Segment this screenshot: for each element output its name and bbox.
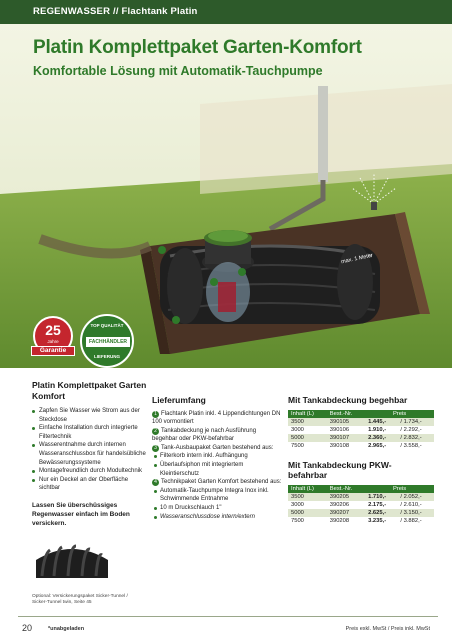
table-row: [288, 501, 434, 509]
item-number: 4: [152, 479, 159, 486]
table1-heading: Mit Tankabdeckung begehbar: [288, 395, 408, 405]
cell-order-no: 390208: [329, 517, 350, 524]
feature-item: Einfache Installation durch integrierte Filtertechnik: [32, 424, 147, 441]
table-row: [288, 517, 434, 525]
cell-order-no: 390207: [327, 509, 365, 517]
cell-volume: 7500: [291, 442, 304, 449]
breadcrumb: REGENWASSER // Flachtank Platin: [33, 6, 198, 17]
footer-divider: [18, 616, 438, 617]
col-header: Inhalt (L): [288, 410, 327, 418]
table-row: [288, 434, 434, 442]
cell-price-net: 1.710,-: [365, 493, 397, 501]
delivery-scope-heading: Lieferumfang: [152, 395, 206, 405]
delivery-item: [152, 444, 282, 453]
item-number: 1: [152, 411, 159, 418]
feature-item: Montagefreundlich durch Modultechnik: [32, 467, 147, 476]
table-row: [288, 509, 434, 517]
table-header-row: [288, 410, 434, 418]
guarantee-years: 25: [45, 322, 61, 338]
item-text: Tank-Ausbaupaket Garten bestehend aus:: [161, 444, 274, 451]
cell-price-net: 2.175,-: [368, 501, 387, 508]
cell-price-net: 2.965,-: [368, 442, 387, 449]
page-title: Platin Komplettpaket Garten-Komfort: [33, 37, 362, 58]
feature-item: Zapfen Sie Wasser wie Strom aus der Steckdose: [32, 407, 147, 424]
delivery-sublist: [152, 487, 282, 521]
guarantee-label: Garantie: [31, 346, 75, 356]
delivery-sublist: [152, 452, 282, 478]
table-row: [288, 442, 434, 450]
guarantee-years-unit: Jahre: [47, 339, 59, 344]
footer-price-note: Preis exkl. MwSt / Preis inkl. MwSt: [345, 626, 430, 632]
features-list: [32, 407, 147, 493]
depth-label: max. 1 Meter: [340, 252, 374, 266]
item-text: Flachtank Platin inkl. 4 Lippendichtungen DN 100 vormontiert: [152, 410, 281, 426]
table-row: [288, 426, 434, 434]
seal-top-text: TOP QUALITÄT: [90, 323, 124, 328]
cell-price-gross: / 3.558,-: [400, 442, 422, 449]
sub-item: Filterkorb intern inkl. Aufhängung: [152, 452, 282, 461]
feature-item: Wasserentnahme durch internen Wasseranschlussbox für handelsübliche Bewässerungssysteme: [32, 441, 147, 467]
sub-item: Wasseranschlussdose intern/extern: [152, 513, 282, 522]
cell-price-gross: / 3.882,-: [400, 517, 422, 524]
item-number: 3: [152, 445, 159, 452]
table2-heading: Mit Tankabdeckung PKW-befahrbar: [288, 459, 392, 480]
page-subtitle: Komfortable Lösung mit Automatik-Tauchpumpe: [33, 64, 323, 78]
optional-caption: Optional: Versickerungspaket Sicker-Tunnel / Sicker-Tunnel twin, Seite 45: [32, 594, 128, 605]
cell-volume: 3000: [291, 501, 304, 508]
cell-volume: 7500: [291, 517, 304, 524]
sub-item: 10 m Druckschlauch 1": [152, 504, 282, 513]
cell-price-gross: / 2.610,-: [400, 501, 422, 508]
infiltration-tunnel-image: [32, 542, 112, 582]
table-row: [288, 493, 434, 501]
cell-price-gross: / 3.150,-: [397, 509, 434, 517]
cell-price-net: 2.360,-: [365, 434, 397, 442]
item-number: 2: [152, 428, 159, 435]
quality-seal: [80, 314, 134, 368]
cell-price-gross: / 2.292,-: [400, 426, 422, 433]
cell-price-net: 2.625,-: [365, 509, 397, 517]
cell-volume: 5000: [288, 509, 327, 517]
price-tables-column: [288, 395, 438, 525]
section-header-bar: [0, 0, 452, 24]
item-text: Technikpaket Garten Komfort bestehend aus:: [161, 479, 282, 486]
cell-price-gross: / 2.052,-: [397, 493, 434, 501]
table-row: [288, 418, 434, 426]
delivery-item: [152, 478, 282, 487]
cell-volume: 3500: [288, 418, 327, 426]
cell-order-no: 390105: [327, 418, 365, 426]
cell-volume: 5000: [288, 434, 327, 442]
footer-note: *unabgeladen: [48, 626, 85, 632]
sub-item: Überlaufsiphon mit integriertem Kleintierschutz: [152, 461, 282, 478]
page-number: 20: [22, 623, 33, 633]
guarantee-badge: [33, 316, 73, 356]
delivery-item: [152, 410, 282, 427]
cell-price-net: 1.910,-: [368, 426, 387, 433]
cell-price-gross: / 1.734,-: [397, 418, 434, 426]
infiltration-note: Lassen Sie überschüssiges Regenwasser einfach im Boden versickern.: [32, 501, 130, 527]
cell-volume: 3500: [288, 493, 327, 501]
feature-item: Nur ein Deckel an der Oberfläche sichtbar: [32, 476, 147, 493]
table-header-row: [288, 485, 434, 493]
item-text: Tankabdeckung je nach Ausführung begehbar oder PKW-befahrbar: [152, 427, 257, 443]
col-header: Preis: [365, 485, 434, 493]
cell-order-no: 390107: [327, 434, 365, 442]
col-header: Best.-Nr.: [327, 485, 365, 493]
cell-price-net: 1.445,-: [365, 418, 397, 426]
cell-price-gross: / 2.832,-: [397, 434, 434, 442]
cell-order-no: 390108: [329, 442, 350, 449]
delivery-scope-column: [152, 395, 282, 521]
sub-item: Automatik-Tauchpumpe Integra Inox inkl. Schwimmende Entnahme: [152, 487, 282, 504]
seal-bottom-text: LIEFERUNG: [93, 354, 120, 359]
cell-price-net: 3.235,-: [368, 517, 387, 524]
price-table-drivable: [288, 485, 434, 525]
features-heading: Platin Komplettpaket Garten Komfort: [32, 380, 147, 401]
col-header: Best.-Nr.: [327, 410, 365, 418]
features-column: [32, 380, 147, 528]
seal-middle-text: FACHHÄNDLER: [86, 337, 130, 347]
cell-order-no: 390205: [327, 493, 365, 501]
col-header: Preis: [365, 410, 434, 418]
delivery-item: [152, 427, 282, 444]
cell-order-no: 390106: [329, 426, 350, 433]
cell-volume: 3000: [291, 426, 304, 433]
col-header: Inhalt (L): [288, 485, 327, 493]
cell-order-no: 390206: [329, 501, 350, 508]
price-table-walkable: [288, 410, 434, 450]
